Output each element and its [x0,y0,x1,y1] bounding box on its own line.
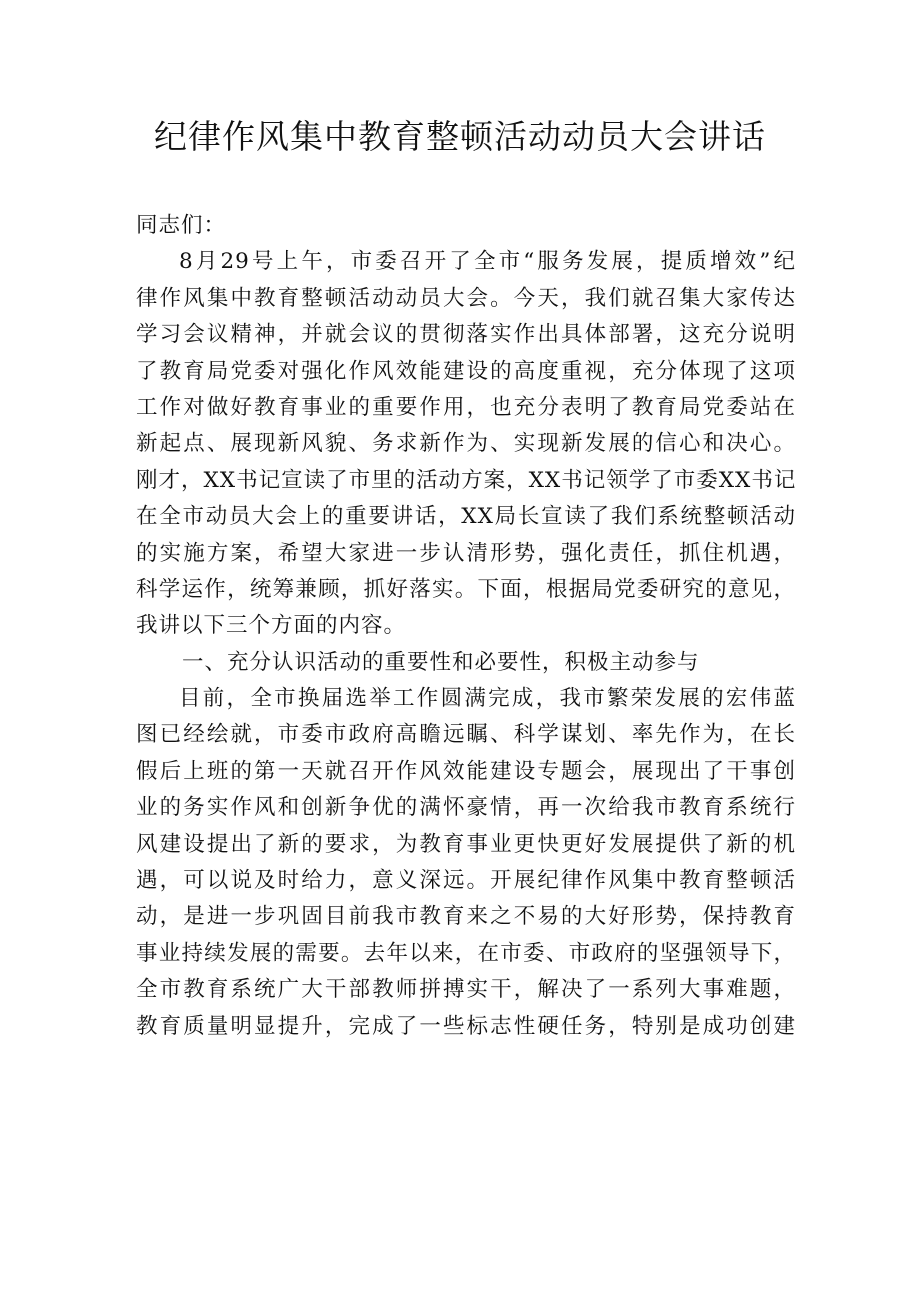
paragraph-line: 我讲以下三个方面的内容。 [136,613,407,639]
document-body [136,208,796,1045]
paragraph-line: 学习会议精神，并就会议的贯彻落实作出具体部署，这充分说明 [136,322,796,348]
paragraph-line: 目前，全市换届选举工作圆满完成，我市繁荣发展的宏伟蓝 [179,686,796,712]
paragraph-line: 在全市动员大会上的重要讲话，XX局长宣读了我们系统整顿活动 [136,504,796,530]
paragraph-line: 遇，可以说及时给力，意义深远。开展纪律作风集中教育整顿活 [136,868,796,894]
paragraph-line: 律作风集中教育整顿活动动员大会。今天，我们就召集大家传达 [136,285,796,311]
paragraph-line: 风建设提出了新的要求，为教育事业更快更好发展提供了新的机 [136,831,796,857]
paragraph-line: 教育质量明显提升，完成了一些标志性硬任务，特别是成功创建 [136,1013,796,1039]
section-heading: 一、充分认识活动的重要性和必要性，积极主动参与 [182,649,700,675]
salutation: 同志们： [136,213,227,238]
paragraph-line: 事业持续发展的需要。去年以来，在市委、市政府的坚强领导下， [136,940,796,966]
paragraph-line: 了教育局党委对强化作风效能建设的高度重视，充分体现了这项 [136,358,796,384]
paragraph-line: 全市教育系统广大干部教师拼搏实干，解决了一系列大事难题， [136,977,796,1003]
paragraph-line: 假后上班的第一天就召开作风效能建设专题会，展现出了干事创 [136,758,796,784]
paragraph-line: 动，是进一步巩固目前我市教育来之不易的大好形势，保持教育 [136,904,796,930]
paragraph-line: 科学运作，统筹兼顾，抓好落实。下面，根据局党委研究的意见， [136,576,796,602]
document-title: 纪律作风集中教育整顿活动动员大会讲话 [154,117,766,156]
paragraph-line: 的实施方案，希望大家进一步认清形势，强化责任，抓住机遇， [136,540,796,566]
paragraph-line: 图已经绘就，市委市政府高瞻远瞩、科学谋划、率先作为，在长 [136,722,796,748]
paragraph-line: 工作对做好教育事业的重要作用，也充分表明了教育局党委站在 [136,394,796,420]
paragraph-line: 8月29号上午，市委召开了全市“服务发展，提质增效”纪 [179,249,796,275]
paragraph-line: 新起点、展现新风貌、务求新作为、实现新发展的信心和决心。 [136,431,796,457]
paragraph-line: 业的务实作风和创新争优的满怀豪情，再一次给我市教育系统行 [136,795,796,821]
paragraph-line: 刚才，XX书记宣读了市里的活动方案，XX书记领学了市委XX书记 [136,467,796,493]
